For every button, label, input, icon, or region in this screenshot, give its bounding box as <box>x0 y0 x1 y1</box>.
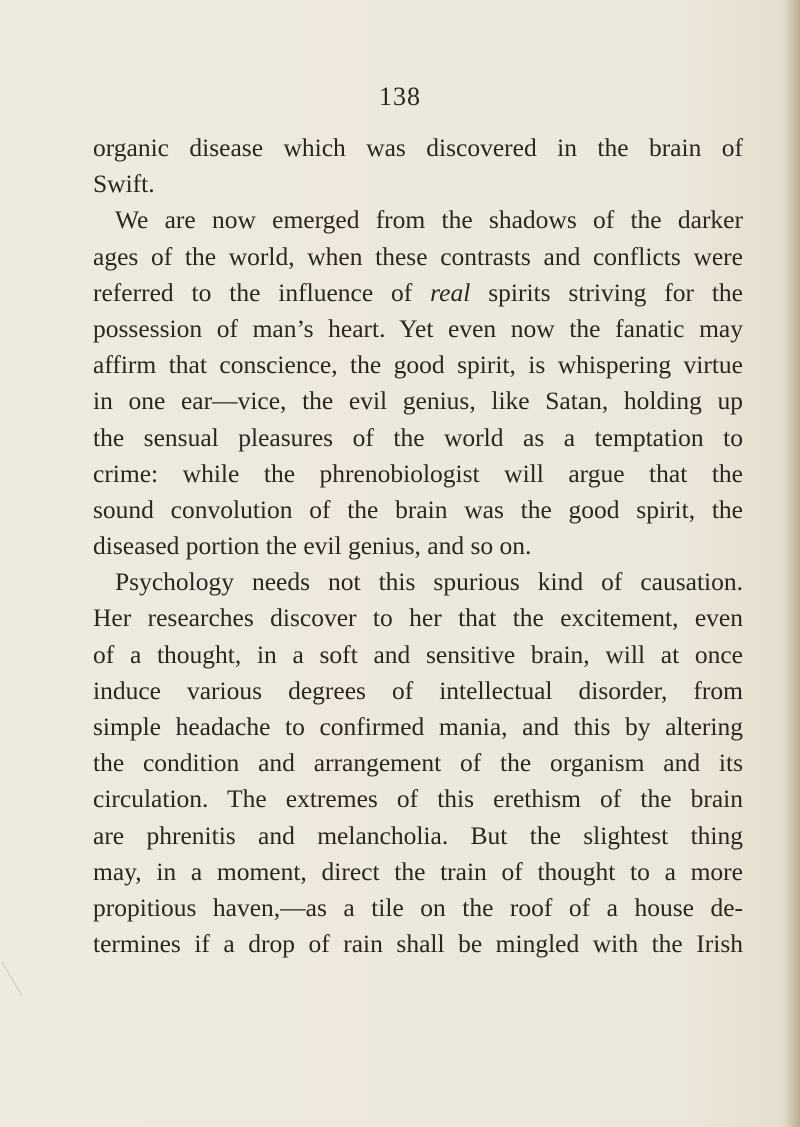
text-line: of a thought, in a soft and sensitive brain, will at once <box>93 639 743 669</box>
text-line: affirm that conscience, the good spirit, is whispering virtue <box>93 350 743 380</box>
text-line <box>93 275 743 311</box>
text-line: are phrenitis and melancholia. But the slightest thing <box>93 820 743 850</box>
text-line: sound convolution of the brain was the good spirit, the <box>93 494 743 524</box>
body-text <box>93 130 743 962</box>
text-segment: referred to the influence of <box>93 277 431 307</box>
text-line: simple headache to confirmed mania, and this by altering <box>93 712 743 741</box>
text-line: diseased portion the evil genius, and so on. <box>93 531 532 561</box>
page-edge-shadow <box>784 0 800 1127</box>
text-line: propitious haven,—as a tile on the roof of a house de- <box>93 892 743 922</box>
text-line: induce various degrees of intellectual disorder, from <box>93 675 743 705</box>
text-line: possession of man’s heart. Yet even now the fanatic may <box>93 313 743 343</box>
text-line: Psychology needs not this spurious kind of causation. <box>115 567 743 597</box>
text-line: circulation. The extremes of this erethism of the brain <box>93 784 743 814</box>
text-line: organic disease which was discovered in the brain of <box>93 133 743 162</box>
text-line: We are now emerged from the shadows of the darker <box>115 205 743 235</box>
emphasized-word: real <box>430 277 471 307</box>
text-line: ages of the world, when these contrasts and conflicts were <box>93 241 743 271</box>
text-line: the sensual pleasures of the world as a temptation to <box>93 422 743 452</box>
text-line: the condition and arrangement of the organism and its <box>93 748 743 778</box>
text-line: in one ear—vice, the evil genius, like Satan, holding up <box>93 386 743 416</box>
text-line: termines if a drop of rain shall be mingled with the Irish <box>93 929 743 959</box>
text-line: Swift. <box>93 169 155 199</box>
text-line: Her researches discover to her that the excitement, even <box>93 603 743 633</box>
text-line: may, in a moment, direct the train of thought to a more <box>93 856 743 886</box>
text-line: crime: while the phrenobiologist will argue that the <box>93 458 743 488</box>
page-number: 138 <box>379 82 421 111</box>
margin-crease-mark <box>0 960 30 1000</box>
text-segment: spirits striving for the <box>470 277 743 307</box>
